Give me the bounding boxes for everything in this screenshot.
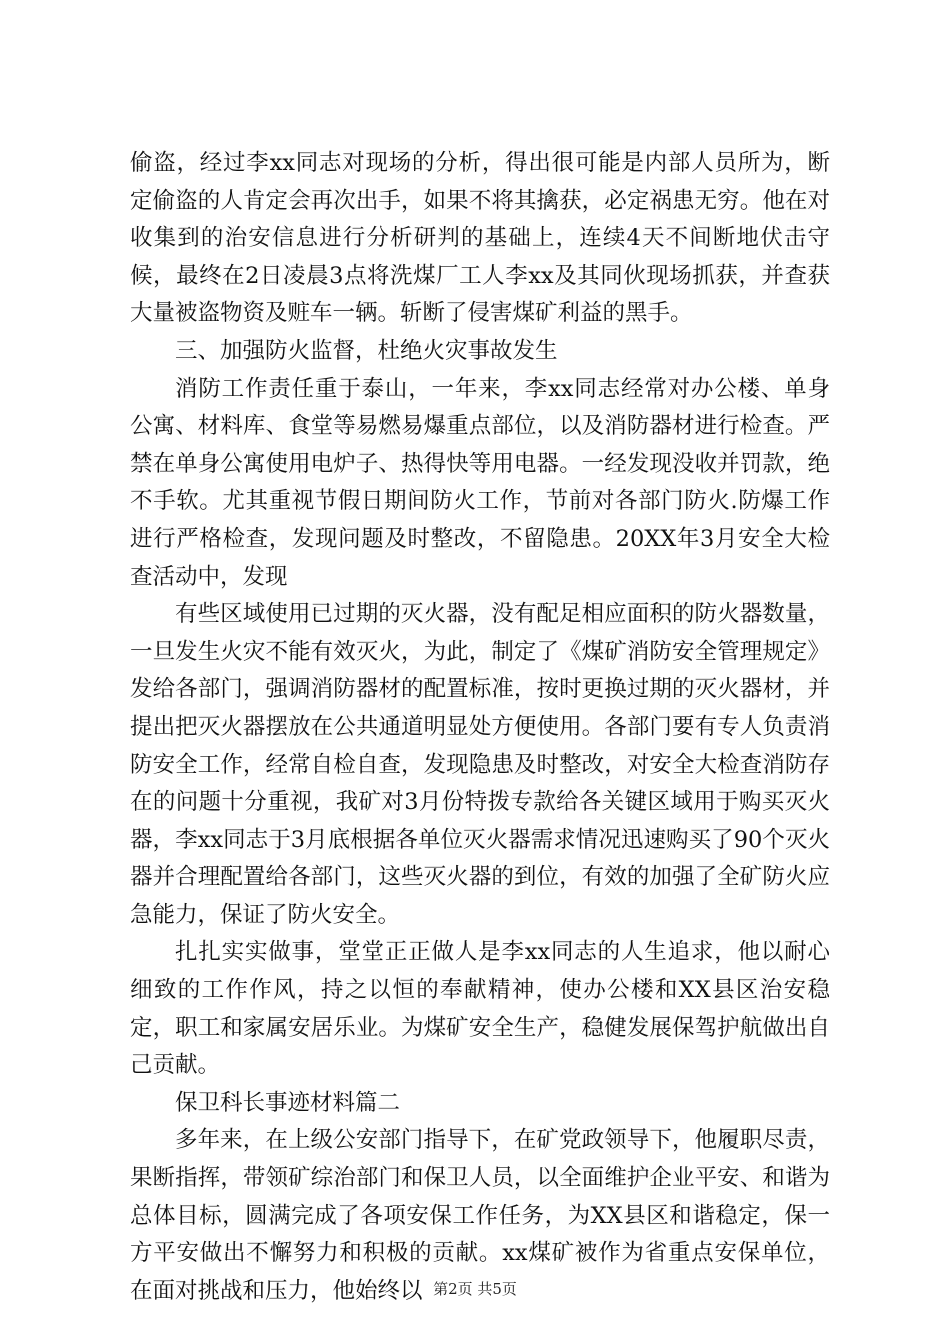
paragraph-theft-case: 偷盗，经过李xx同志对现场的分析，得出很可能是内部人员所为，断定偷盗的人肯定会再次出手，如果不将其擒获，必定祸患无穷。他在对收集到的治安信息进行分析研判的基础上，连续4天不间断地伏击守候，最终在2日凌晨3点将洗煤厂工人李xx及其同伙现场抓获，并查获大量被盗物资及赃车一辆。斩断了侵害煤矿利益的黑手。 <box>130 150 830 327</box>
paragraph-fire-extinguishers: 有些区域使用已过期的灭火器，没有配足相应面积的防火器数量，一旦发生火灾不能有效灭火，为此，制定了《煤矿消防安全管理规定》发给各部门，强调消防器材的配置标准，按时更换过期的灭火器材，并提出把灭火器摆放在公共通道明显处方便使用。各部门要有专人负责消防安全工作，经常自检自查，发现隐患及时整改，对安全大检查消防存在的问题十分重视，我矿对3月份特拨专款给各关键区域用于购买灭火器，李xx同志于3月底根据各单位灭火器需求情况迅速购买了90个灭火器并合理配置给各部门，这些灭火器的到位，有效的加强了全矿防火应急能力，保证了防火安全。 <box>130 601 830 928</box>
page-number-footer: 第2页 共5页 <box>433 1280 517 1298</box>
paragraph-fire-safety-inspection: 消防工作责任重于泰山，一年来，李xx同志经常对办公楼、单身公寓、材料库、食堂等易燃易爆重点部位，以及消防器材进行检查。严禁在单身公寓使用电炉子、热得快等用电器。一经发现没收并罚款，绝不手软。尤其重视节假日期间防火工作，节前对各部门防火.防爆工作进行严格检查，发现问题及时整改，不留隐患。20XX年3月安全大检查活动中，发现 <box>130 375 830 590</box>
section-heading-part-two: 保卫科长事迹材料篇二 <box>175 1089 401 1116</box>
document-body <box>130 145 830 1310</box>
paragraph-part-two-intro: 多年来，在上级公安部门指导下，在矿党政领导下，他履职尽责，果断指挥，带领矿综治部门和保卫人员，以全面维护企业平安、和谐为总体目标，圆满完成了各项安保工作任务，为XX县区和谐稳定，保一方平安做出不懈努力和积极的贡献。xx煤矿被作为省重点安保单位，在面对挑战和压力，他始终以 <box>130 1127 830 1304</box>
section-heading-fire-prevention: 三、加强防火监督，杜绝火灾事故发生 <box>175 337 558 364</box>
paragraph-summary: 扎扎实实做事，堂堂正正做人是李xx同志的人生追求，他以耐心细致的工作作风，持之以恒的奉献精神，使办公楼和XX县区治安稳定，职工和家属安居乐业。为煤矿安全生产，稳健发展保驾护航做出自己贡献。 <box>130 939 830 1079</box>
